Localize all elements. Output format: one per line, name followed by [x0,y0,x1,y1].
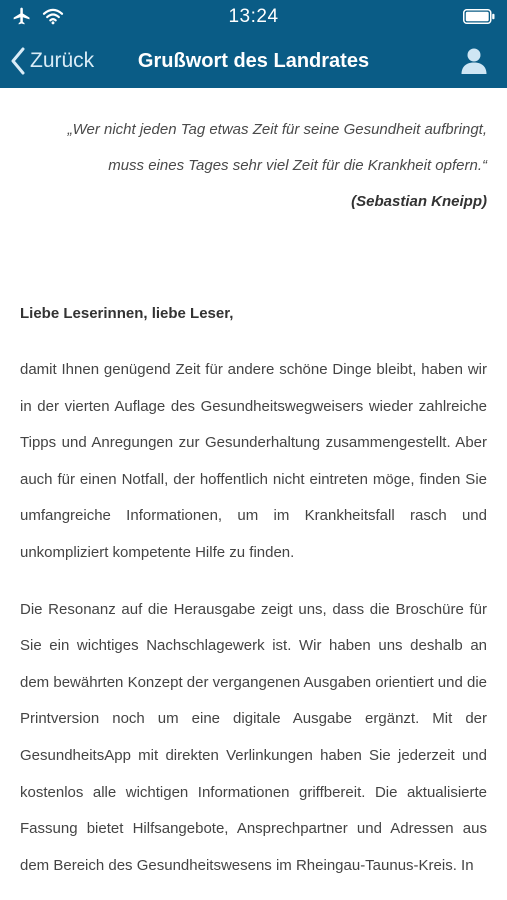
quote-author: (Sebastian Kneipp) [351,193,487,210]
navigation-bar [0,34,507,88]
status-bar [0,0,507,34]
quote-block [0,88,507,220]
page-title: Grußwort des Landrates [137,50,370,72]
back-button[interactable] [10,45,94,77]
chevron-left-icon [10,47,26,75]
quote-line: „Wer nicht jeden Tag etwas Zeit für seine Gesundheit aufbringt, [67,121,487,138]
body-paragraph: Die Resonanz auf die Herausgabe zeigt uns, dass die Broschüre für Sie ein wichtiges Nachschlagewerk ist. Wir haben uns deshalb an dem bewährten Konzept der vergangenen Ausgaben orientiert und die Printversion noch um eine digitale Ausgabe ergänzt. Mit der GesundheitsApp mit direkten Verlinkungen haben Sie jederzeit und kostenlos alle wichtigen Informationen griffbereit. Die aktualisierte Fassung bietet Hilfsangebote, Ansprechpartner und Adressen aus dem Bereich des Gesundheitswesens im Rheingau-Taunus-Kreis. In [20,600,487,874]
body-paragraph: damit Ihnen genügend Zeit für andere schöne Dinge bleibt, haben wir in der vierten Auflage des Gesundheitswegweisers wieder zahlreiche Tipps und Anregungen zur Gesunderhaltung zusammengestellt. Aber auch für einen Notfall, der hoffentlich nicht eintreten möge, finden Sie umfangreiche Informationen, um im Krankheitsfall rasch und unkompliziert kompetente Hilfe zu finden. [20,361,487,561]
app-header [0,0,507,88]
battery-icon [463,9,495,24]
status-time: 13:24 [228,6,279,27]
quote-line: muss eines Tages sehr viel Zeit für die Krankheit opfern.“ [108,157,487,174]
article-content[interactable] [0,88,507,900]
back-label: Zurück [30,49,95,72]
user-icon[interactable] [459,46,489,76]
greeting: Liebe Leserinnen, liebe Leser, [20,305,234,322]
